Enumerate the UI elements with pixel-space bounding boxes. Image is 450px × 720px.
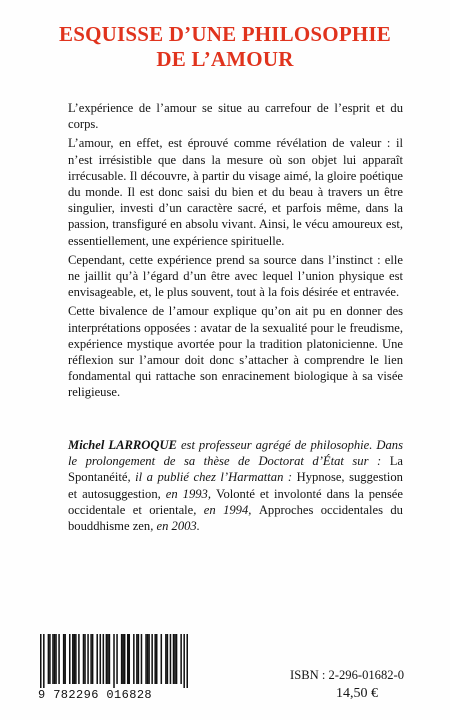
barcode-bar <box>64 634 66 684</box>
barcode-bar <box>40 634 42 688</box>
barcode-bar <box>165 634 167 684</box>
bio-text: , en 1993, <box>157 486 216 501</box>
barcode-bar <box>138 634 140 684</box>
barcode-bar <box>173 634 175 684</box>
barcode-bar <box>156 634 158 684</box>
work-title: La Spontanéité <box>68 454 403 485</box>
barcode-bar <box>83 634 85 684</box>
barcode-bar <box>133 634 135 684</box>
summary-paragraph: L’amour, en effet, est éprouvé comme révélation de valeur : il n’est irrésistible que dans la mesure où son objet lui apparaît irrécusable. Il découvre, à partir du visage aimé, la gloire poétique du monde. Il est donc saisi du bien et du beau à travers un être singulier, investi d’un caractère sacré, et parfois même, dans la passion, transfiguré en absolu vivant. Ainsi, le vécu amoureux est, essentiellement, une expérience spirituelle. <box>68 136 403 248</box>
work-title: Volonté et involonté dans la pensée occidentale et orientale <box>68 486 403 517</box>
barcode-bar <box>63 634 65 684</box>
barcode-bar <box>69 634 71 684</box>
barcode-bar <box>74 634 76 684</box>
barcode-bar <box>128 634 130 684</box>
barcode-bar <box>103 634 105 684</box>
barcode-bar <box>186 634 188 688</box>
bio-text: , en 2003. <box>150 519 200 534</box>
barcode-bar <box>154 634 156 684</box>
barcode-bar <box>124 634 126 684</box>
barcode-bar <box>148 634 150 684</box>
barcode-bar <box>161 634 163 684</box>
barcode-bar <box>49 634 51 684</box>
barcode-bar <box>170 634 172 684</box>
barcode-bar <box>136 634 138 684</box>
barcode-bar <box>183 634 185 688</box>
bio-text: est professeur agrégé de philosophie. Dans le prolongement de sa thèse de Doctorat d’État sur : <box>68 438 403 469</box>
barcode-bar <box>96 634 98 684</box>
price: 14,50 € <box>336 686 378 701</box>
barcode-bar <box>84 634 86 684</box>
barcode-bar <box>52 634 54 684</box>
barcode-bar <box>54 634 56 684</box>
summary-paragraph: Cependant, cette expérience prend sa source dans l’instinct : elle ne jaillit qu’à l’égard d’un être avec lequel l’union physique est envisageable, et, le plus souvent, tout à la fois désirée et entravée. <box>68 252 403 300</box>
barcode-bar <box>113 634 115 688</box>
barcode-bar <box>127 634 129 684</box>
barcode-bar <box>58 634 60 684</box>
barcode-bar <box>100 634 102 684</box>
barcode-digits: 9 782296 016828 <box>38 688 153 702</box>
summary-paragraph: Cette bivalence de l’amour explique qu’on ait pu en donner des interprétations opposées : avatar de la sexualité pour le freudisme, expérience mystique avortée pour la tradition platonicienne. Une réflexion sur l’amour doit donc s’attacher à comprendre le lien fondamental qui rattache son enracinement biologique à sa visée religieuse. <box>68 304 403 400</box>
barcode-bar <box>72 634 74 684</box>
barcode-bar <box>180 634 182 684</box>
bio-text: , en 1994, <box>193 502 259 517</box>
barcode-bar <box>90 634 92 684</box>
barcode-bar <box>55 634 57 684</box>
barcode-bar <box>167 634 169 684</box>
barcode-bar <box>122 634 124 684</box>
barcode-bar <box>141 634 143 684</box>
summary-text <box>68 100 403 404</box>
barcode-bar <box>75 634 77 684</box>
barcode-bar <box>145 634 147 684</box>
barcode-bar <box>78 634 80 684</box>
barcode-bar <box>87 634 89 684</box>
work-title: Approches occidentales du bouddhisme zen <box>68 502 403 534</box>
barcode-bars <box>40 634 188 688</box>
book-title <box>20 22 430 72</box>
barcode-bar <box>151 634 153 684</box>
barcode <box>40 634 188 688</box>
author-bio <box>68 437 403 534</box>
summary-paragraph: L’expérience de l’amour se situe au carrefour de l’esprit et du corps. <box>68 101 403 132</box>
barcode-bar <box>43 634 45 688</box>
barcode-bar <box>176 634 178 684</box>
title-line-1: ESQUISSE D’UNE PHILOSOPHIE <box>59 22 391 46</box>
bio-text: , il a publié chez l’Harmattan : <box>127 470 297 485</box>
title-line-2: DE L’AMOUR <box>156 47 294 71</box>
barcode-bar <box>48 634 50 684</box>
barcode-bar <box>107 634 109 684</box>
barcode-bar <box>109 634 111 684</box>
barcode-bar <box>116 634 118 684</box>
work-title: Hypnose, suggestion et autosuggestion <box>68 470 403 501</box>
isbn: ISBN : 2-296-01682-0 <box>290 668 405 682</box>
author-name: Michel LARROQUE <box>68 438 177 452</box>
barcode-bar <box>147 634 149 684</box>
barcode-bar <box>106 634 108 684</box>
barcode-bar <box>174 634 176 684</box>
barcode-bar <box>92 634 94 684</box>
barcode-bar <box>121 634 123 684</box>
